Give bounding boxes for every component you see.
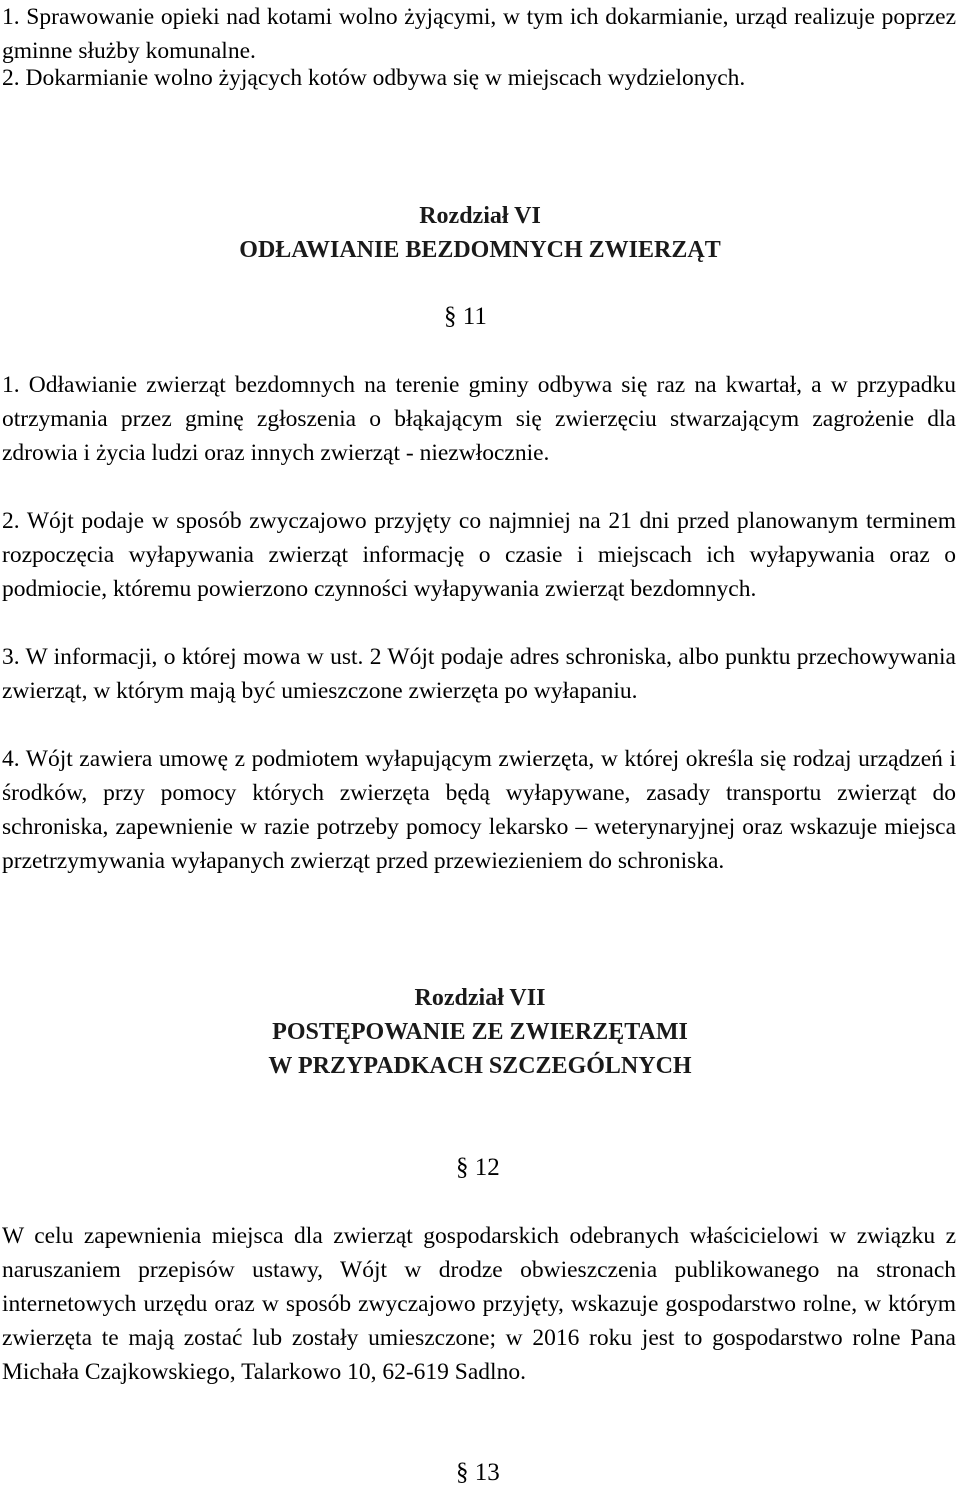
section-12-mark: § 12 — [456, 1154, 500, 1181]
chapter-6-item-2: 2. Wójt podaje w sposób zwyczajowo przyjęty co najmniej na 21 dni przed planowanym terminem rozpoczęcia wyłapywania zwierząt informację o czasie i miejscach ich wyłapywania oraz o podmiocie, któremu powierzono czynności wyłapywania zwierząt bezdomnych. — [2, 508, 956, 602]
chapter-6-heading: Rozdział VI — [419, 203, 541, 229]
section-13-mark: § 13 — [456, 1459, 500, 1486]
chapter-6-item-3: 3. W informacji, o której mowa w ust. 2 Wójt podaje adres schroniska, albo punktu przechowywania zwierząt, w którym mają być umieszczone zwierzęta po wyłapaniu. — [2, 644, 956, 704]
chapter-7-heading: Rozdział VII — [414, 985, 546, 1011]
chapter-6-item-4: 4. Wójt zawiera umowę z podmiotem wyłapującym zwierzęta, w której określa się rodzaj urządzeń i środków, przy pomocy których zwierzęta będą wyłapywane, zasady transportu zwierząt do schroniska, zapewnienie w razie potrzeby pomocy lekarsko – weterynaryjnej oraz wskazuje miejsca przetrzymywania wyłapanych zwierząt przed przewiezieniem do schroniska. — [2, 746, 956, 874]
intro-item-1: 1. Sprawowanie opieki nad kotami wolno żyjącymi, w tym ich dokarmianie, urząd realizuje poprzez gminne służby komunalne. — [2, 4, 956, 64]
chapter-7-title-line-2: W PRZYPADKACH SZCZEGÓLNYCH — [268, 1053, 692, 1079]
intro-item-2: 2. Dokarmianie wolno żyjących kotów odbywa się w miejscach wydzielonych. — [2, 65, 746, 91]
chapter-7-text: W celu zapewnienia miejsca dla zwierząt gospodarskich odebranych właścicielowi w związku z naruszaniem przepisów ustawy, Wójt w drodze obwieszczenia publikowanego na stronach internetowych urzędu oraz w sposób zwyczajowo przyjęty, wskazuje gospodarstwo rolne, w którym zwierzęta te mają zostać lub zostały umieszczone; w 2016 roku jest to gospodarstwo rolne Pana Michała Czajkowskiego, Talarkowo 10, 62-619 Sadlno. — [2, 1223, 956, 1385]
chapter-6-title: ODŁAWIANIE BEZDOMNYCH ZWIERZĄT — [239, 237, 721, 263]
section-11-mark: § 11 — [444, 303, 487, 330]
chapter-7-title-line-1: POSTĘPOWANIE ZE ZWIERZĘTAMI — [272, 1019, 688, 1045]
chapter-6-item-1: 1. Odławianie zwierząt bezdomnych na terenie gminy odbywa się raz na kwartał, a w przypadku otrzymania przez gminę zgłoszenia o błąkającym się zwierzęciu stwarzającym zagrożenie dla zdrowia i życia ludzi oraz innych zwierząt - niezwłocznie. — [2, 372, 956, 466]
